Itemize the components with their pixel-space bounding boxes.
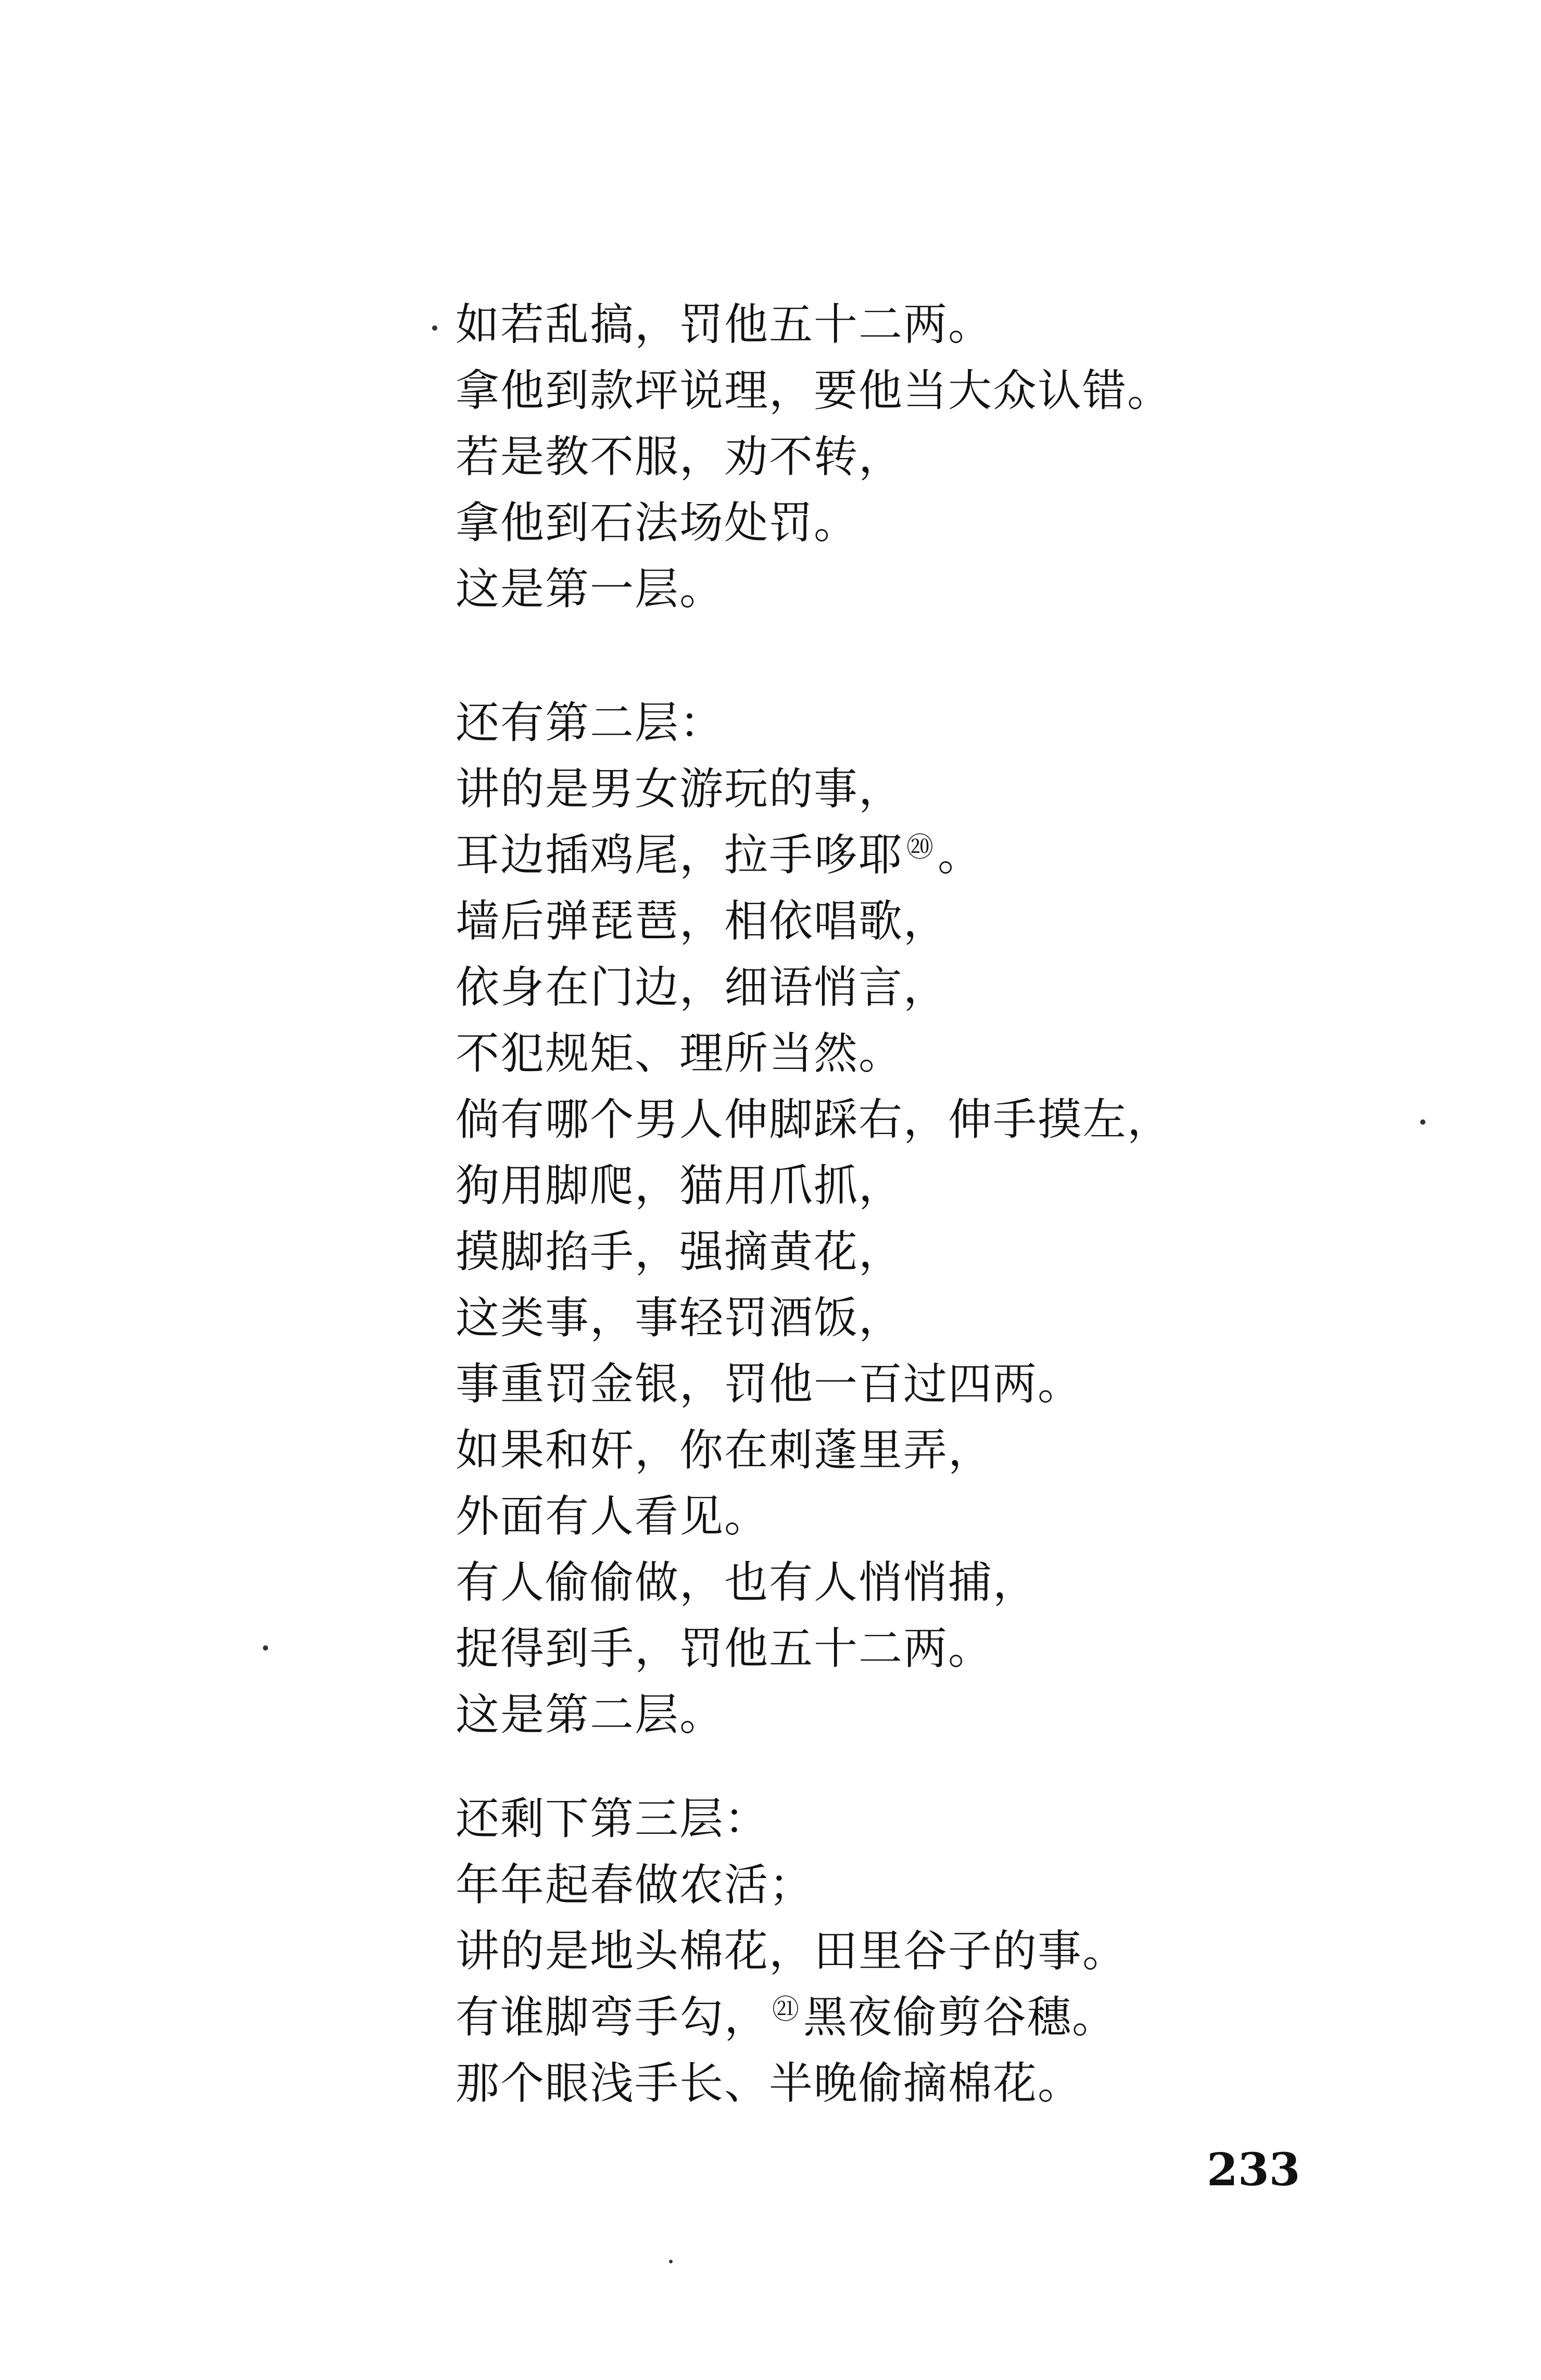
verse-line: 如果和奸，你在刺蓬里弄， <box>456 1425 993 1476</box>
footnote-marker: ⑳ <box>906 832 935 863</box>
verse-line: 外面有人看见。 <box>456 1491 769 1542</box>
page-number: 233 <box>1207 2144 1300 2196</box>
verse-line: 讲的是地头棉花，田里谷子的事。 <box>456 1925 1128 1976</box>
verse-line: 事重罚金银，罚他一百过四两。 <box>456 1358 1083 1409</box>
verse-line: 拿他到款坪说理，要他当大众认错。 <box>456 365 1172 416</box>
verse-line: 如若乱搞，罚他五十二两。 <box>456 299 993 350</box>
verse-line: 狗用脚爬，猫用爪抓， <box>456 1160 904 1211</box>
verse-line: 若是教不服，劝不转， <box>456 431 904 482</box>
verse-line: 这类事，事轻罚酒饭， <box>456 1292 904 1343</box>
stanza-first-layer <box>456 292 1445 622</box>
verse-line: 有人偷偷做，也有人悄悄捕， <box>456 1557 1038 1608</box>
verse-line: 这是第一层。 <box>456 563 725 614</box>
verse-line: 拿他到石法场处罚。 <box>456 497 859 548</box>
scan-speck <box>669 2260 673 2263</box>
verse-line: 这是第二层。 <box>456 1689 725 1740</box>
verse-line: 那个眼浅手长、半晚偷摘棉花。 <box>456 2058 1083 2109</box>
stanza-second-layer <box>456 690 1445 1748</box>
verse-line: 不犯规矩、理所当然。 <box>456 1028 904 1079</box>
verse-line: 有谁脚弯手勾， $^㉑$黑夜偷剪谷穗。 <box>456 1992 1117 2043</box>
verse-line: 还剩下第三层： <box>456 1793 769 1844</box>
scan-speck <box>432 325 437 331</box>
scan-speck <box>1420 1119 1425 1125</box>
footnote-marker: ㉑ <box>772 1994 801 2025</box>
verse-line: 摸脚掐手，强摘黄花， <box>456 1226 904 1277</box>
verse-line: 依身在门边，细语悄言， <box>456 962 949 1013</box>
verse-line: 耳边插鸡尾，拉手哆耶 ⑳。 <box>456 829 983 880</box>
scan-speck <box>263 1645 268 1651</box>
verse-line: 讲的是男女游玩的事， <box>456 763 904 814</box>
verse-line: 还有第二层： <box>456 697 725 748</box>
verse-line: 倘有哪个男人伸脚踩右，伸手摸左， <box>456 1094 1172 1145</box>
stanza-third-layer <box>456 1786 1445 2117</box>
verse-line: 年年起春做农活； <box>456 1859 814 1910</box>
verse-line: 墙后弹琵琶，相依唱歌， <box>456 896 949 947</box>
verse-line: 捉得到手，罚他五十二两。 <box>456 1623 993 1674</box>
